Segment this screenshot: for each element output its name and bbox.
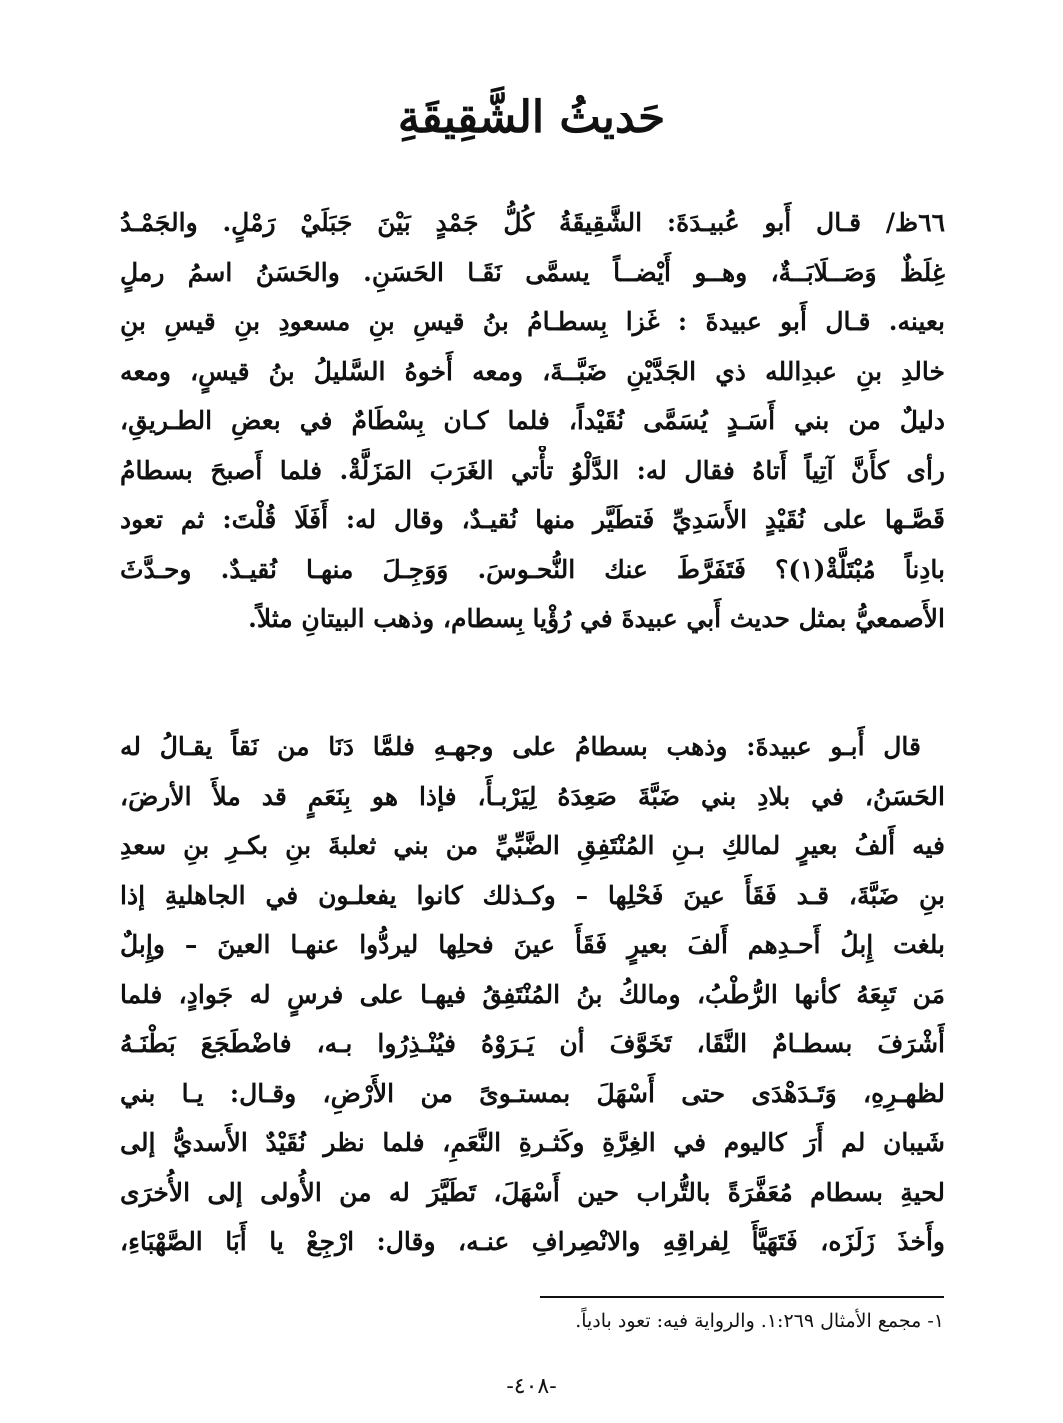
text-line: وأَخذَ زَلَزَه، فَتَهَيَّأَ لِفراقِهِ والانْصِرافِ عنـه، وقال: ارْجِعْ يا أَبَا الصَّهْبَاءِ، xyxy=(120,1227,945,1256)
text-line: غِلَظٌ وَصَــلَابَــةٌ، وهــو أَيْضــاً يسمَّى نَقَـا الحَسَنِ. والحَسَنُ اسمُ رملٍ xyxy=(120,257,945,287)
text-line: شَيبان لم أَرَ كاليوم في الغِرَّةِ وكَثـرةِ النَّعَمِ، فلما نظر نُقَيْدٌ الأَسديُّ إلى xyxy=(120,1128,945,1157)
text-line: فيه أَلفُ بعيرٍ لمالكِ بـنِ المُنْتَفِقِ الضَّبِّيِّ من بني ثعلبةَ بنِ بكـرِ بنِ سعدِ xyxy=(120,831,945,860)
text-line: خالدِ بنِ عبدِالله ذي الجَدَّيْنِ ضَبَّــةَ، ومعه أَخوهُ السَّليلُ بنُ قيسٍ، ومعه xyxy=(120,356,945,386)
page-number: -٤٠٨- xyxy=(506,1374,557,1399)
text-line: رأى كأَنَّ آتِياً أَتاهُ فقال له: الدَّلْوُ تأْتي الغَرَبَ المَزَلَّةْ. فلما أَصبحَ بسطامُ xyxy=(120,455,945,485)
text-line: قال أَبـو عبيدةَ: وذهب بسطامُ على وجهـهِ فلمَّا دَنَا من نَقاً يقـالُ له xyxy=(120,732,921,761)
text-line: لحيةِ بسطام مُعَفَّرَةً بالتُّراب حين أَسْهَلَ، تَطَيَّرَ له من الأُولى إلى الأُخرَى xyxy=(120,1177,945,1207)
paragraph-1 xyxy=(120,198,945,644)
text-line: مَن تَبِعَهُ كأنها الرُّطْبُ، ومالكُ بنُ المُنْتَفِقُ فيهـا على فرسٍ له جَوادٍ، فلما xyxy=(120,979,945,1009)
text-line: بادِناً مُبْتَلَّةْ(١)؟ فَتَفَرَّطَ عنك النُّحـوسَ. وَوَجِـلَ منهـا نُقيـدٌ. وحـدَّثَ xyxy=(120,554,945,584)
text-line: بعينه. قـال أَبو عبيدةَ : غَزا بِسطـامُ بنُ قيسِ بنِ مسعودِ بنِ قيسِ بنِ xyxy=(120,307,945,336)
text-line: بنِ ضَبَّةَ، قـد فَقَأَ عينَ فَحْلِها – وكـذلك كانوا يفعلـون في الجاهليةِ إذا xyxy=(120,880,945,910)
paragraph-2 xyxy=(120,722,945,1267)
text-line: قَصَّـها على نُقَيْدٍ الأَسَدِيِّ فَتطَيَّر منها نُقيـدٌ، وقال له: أَفَلَا قُلْتَ: ثم تعود xyxy=(120,505,945,534)
page-title: حَديثُ الشَّقِيقَةِ xyxy=(397,92,666,143)
text-line: لظهـرِهِ، وَتَـدَهْدَى حتى أَسْهَلَ بمستـوىً من الأَرْضِ، وقـال: يـا بني xyxy=(120,1078,945,1108)
footnote: ١- مجمع الأمثال ١:٢٦٩. والرواية فيه: تعود بادياً. xyxy=(575,1310,944,1332)
text-line: الحَسَنُ، في بلادِ بني ضَبَّةَ صَعِدَهُ لِيَرْبـأَ، فإذا هو بِنَعَمٍ قد ملأَ الأرضَ، xyxy=(120,781,945,811)
text-line: الأَصمعيُّ بمثل حديث أَبي عبيدةَ في رُؤْيا بِسطام، وذهب البيتانِ مثلاً. xyxy=(248,604,945,633)
text-line: بلغت إِبلُ أَحـدِهم أَلفَ بعيرٍ فَقَأَ عينَ فحلِها ليردُّوا عنهـا العينَ – وإِبلٌ xyxy=(120,930,945,959)
text-line: ٦٦ظ/ قـال أَبو عُبيـدَةَ: الشَّقِيقَةُ كُلُّ جَمْدٍ بَيْنَ جَبَلَيْ رَمْلٍ. والجَمْـدُ xyxy=(120,208,945,237)
text-line: دليلٌ من بني أَسَـدٍ يُسَمَّى نُقَيْداً، فلما كـان بِسْطَامٌ في بعضِ الطـريقِ، xyxy=(120,406,945,435)
text-line: أَشْرَفَ بسطـامٌ النَّقَا، تَخَوَّفَ أن يَـرَوْهُ فيُنْـذِرُوا بـه، فاضْطَجَعَ بَطْنَـهُ xyxy=(120,1029,945,1058)
footnote-divider xyxy=(540,1296,944,1298)
